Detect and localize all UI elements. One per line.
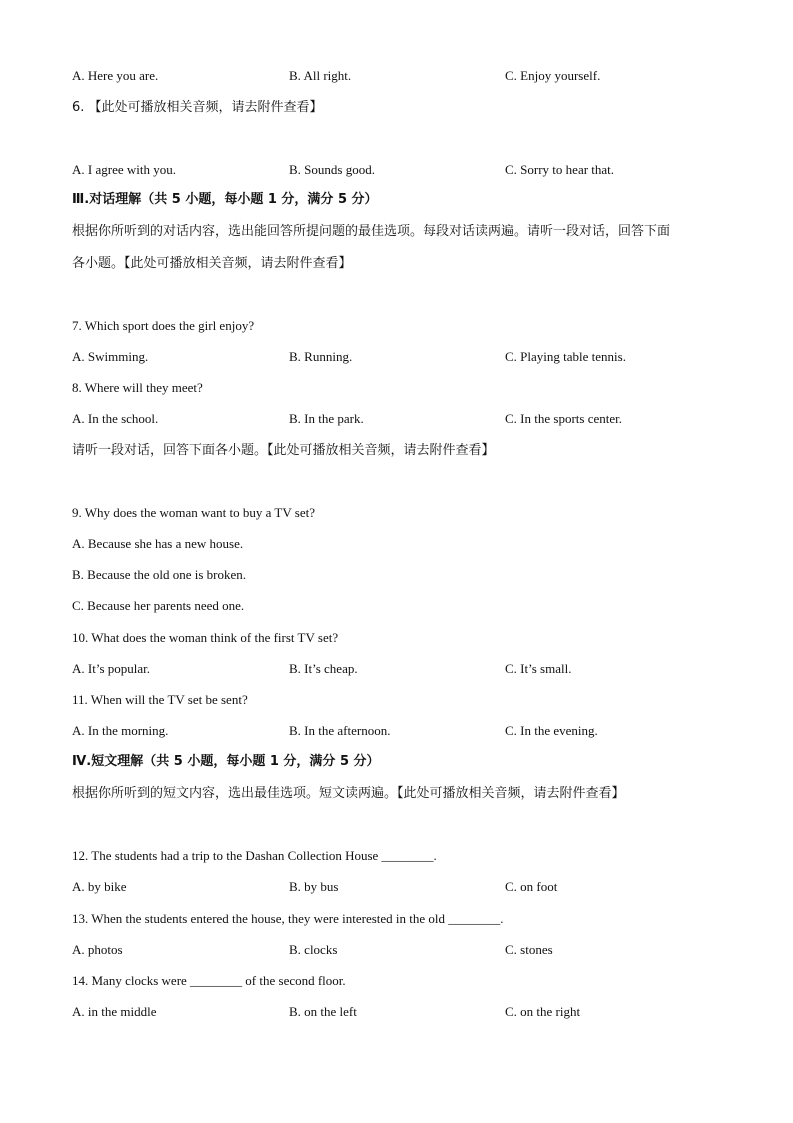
- q13-option-a: A. photos: [72, 942, 123, 957]
- q11-option-b: B. In the afternoon.: [289, 723, 391, 738]
- section3-instructions-line1: 根据你所听到的对话内容，选出能回答所提问题的最佳选项。每段对话读两遍。请听一段对话，回答下面: [72, 224, 671, 239]
- dialog2-instructions: 请听一段对话，回答下面各小题。【此处可播放相关音频，请去附件查看】: [72, 443, 495, 458]
- q5-option-a: A. Here you are.: [72, 68, 159, 83]
- q14-question: 14. Many clocks were ________ of the second floor.: [72, 973, 346, 988]
- q9-question: 9. Why does the woman want to buy a TV set?: [72, 505, 315, 520]
- q9-option-b: B. Because the old one is broken.: [72, 567, 247, 582]
- q7-question: 7. Which sport does the girl enjoy?: [72, 318, 255, 333]
- q12-option-b: B. by bus: [289, 879, 339, 894]
- q7-option-a: A. Swimming.: [72, 349, 149, 364]
- q13-question: 13. When the students entered the house, they were interested in the old ________.: [72, 911, 504, 926]
- section3-heading: Ⅲ.对话理解（共 5 小题，每小题 1 分，满分 5 分）: [72, 192, 378, 207]
- q9-option-c: C. Because her parents need one.: [72, 598, 245, 613]
- q7-option-b: B. Running.: [289, 349, 353, 364]
- q5-option-b: B. All right.: [289, 68, 352, 83]
- q14-option-a: A. in the middle: [72, 1004, 157, 1019]
- q8-option-b: B. In the park.: [289, 411, 364, 426]
- q12-option-a: A. by bike: [72, 879, 127, 894]
- q10-question: 10. What does the woman think of the first TV set?: [72, 630, 339, 645]
- q6-option-a: A. I agree with you.: [72, 162, 176, 177]
- q11-option-c: C. In the evening.: [505, 723, 598, 738]
- q6-option-c: C. Sorry to hear that.: [505, 162, 615, 177]
- q12-question: 12. The students had a trip to the Dashan Collection House ________.: [72, 848, 437, 863]
- q6-audio-prompt: 6. 【此处可播放相关音频，请去附件查看】: [72, 100, 323, 115]
- q11-question: 11. When will the TV set be sent?: [72, 692, 248, 707]
- q6-option-b: B. Sounds good.: [289, 162, 375, 177]
- q10-option-c: C. It’s small.: [505, 661, 572, 676]
- q10-option-b: B. It’s cheap.: [289, 661, 358, 676]
- q5-option-c: C. Enjoy yourself.: [505, 68, 601, 83]
- q8-question: 8. Where will they meet?: [72, 380, 203, 395]
- q11-option-a: A. In the morning.: [72, 723, 169, 738]
- q14-option-b: B. on the left: [289, 1004, 357, 1019]
- section3-instructions-line2: 各小题。【此处可播放相关音频，请去附件查看】: [72, 256, 352, 271]
- q13-option-c: C. stones: [505, 942, 553, 957]
- q13-option-b: B. clocks: [289, 942, 338, 957]
- q10-option-a: A. It’s popular.: [72, 661, 150, 676]
- section4-heading: Ⅳ.短文理解（共 5 小题，每小题 1 分，满分 5 分）: [72, 754, 380, 769]
- q14-option-c: C. on the right: [505, 1004, 581, 1019]
- q7-option-c: C. Playing table tennis.: [505, 349, 626, 364]
- q12-option-c: C. on foot: [505, 879, 558, 894]
- q8-option-c: C. In the sports center.: [505, 411, 622, 426]
- q9-option-a: A. Because she has a new house.: [72, 536, 244, 551]
- section4-instructions: 根据你所听到的短文内容，选出最佳选项。短文读两遍。【此处可播放相关音频，请去附件查看】: [72, 786, 625, 801]
- q8-option-a: A. In the school.: [72, 411, 159, 426]
